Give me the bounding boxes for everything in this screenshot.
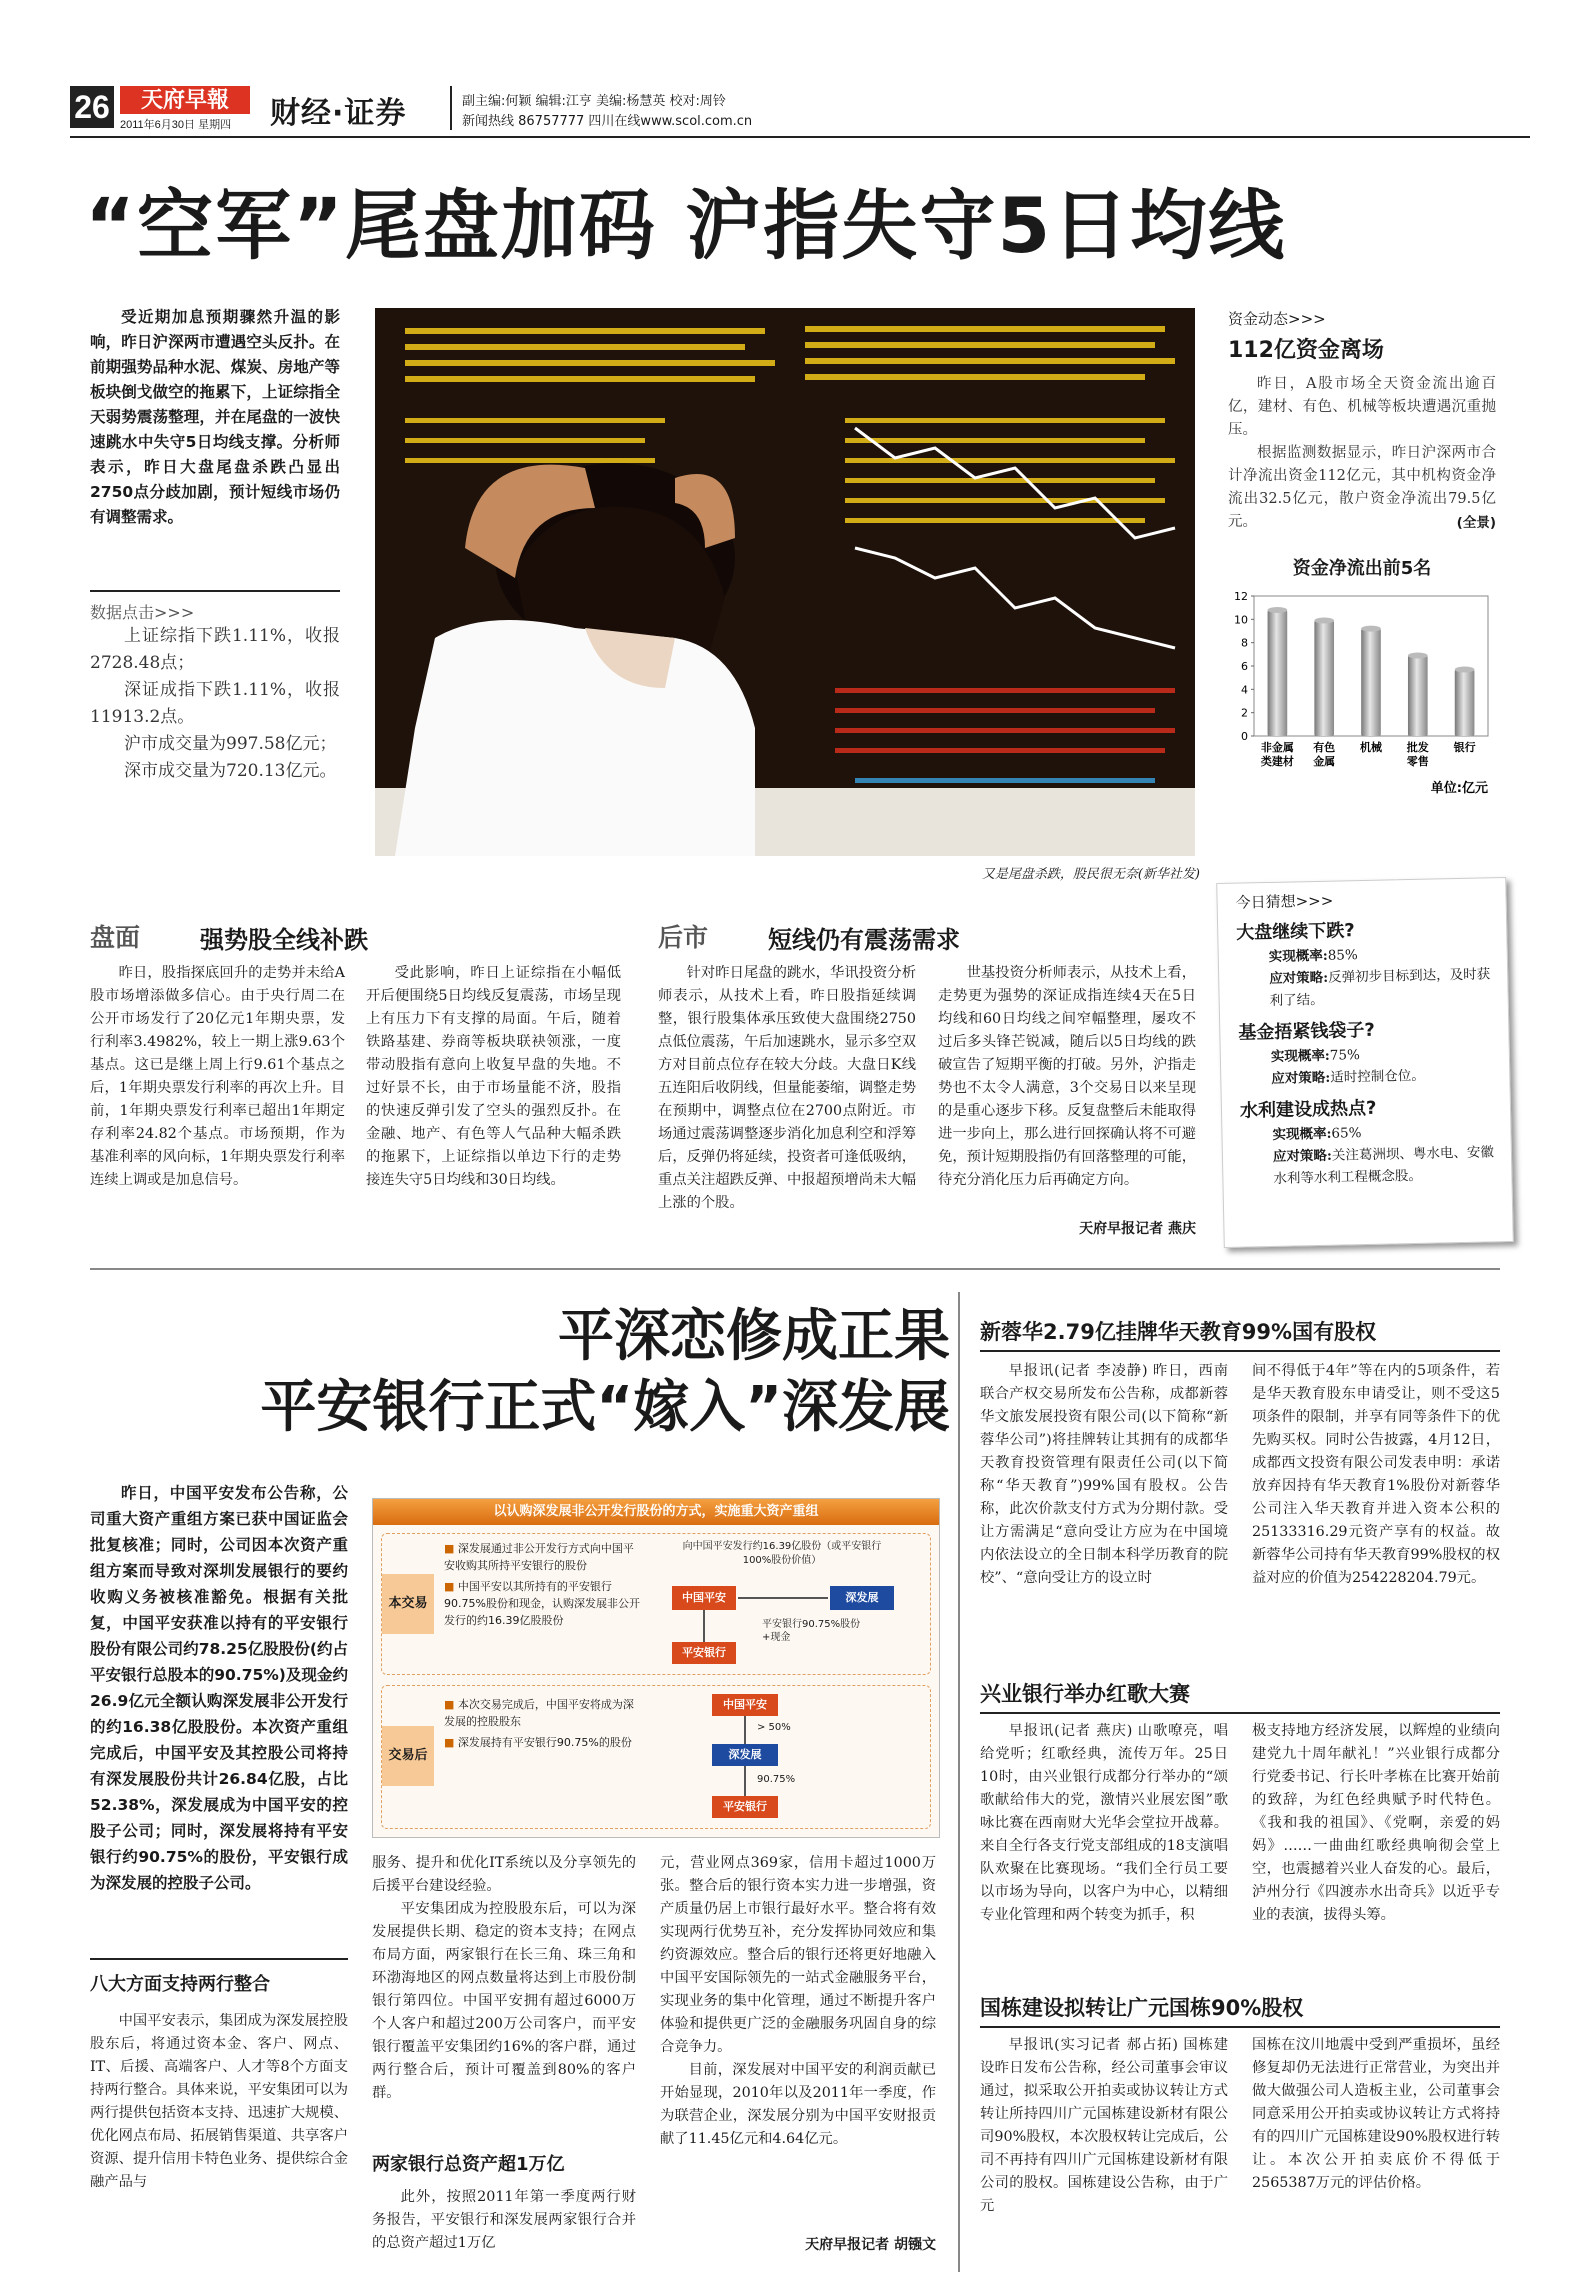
pan-title: 强势股全线补跌 xyxy=(200,926,368,954)
prob-value: 85% xyxy=(1327,947,1358,964)
paper-logo: 天府早報 xyxy=(120,86,250,114)
page-number: 26 xyxy=(70,86,114,128)
fund-paragraph: 昨日，A股市场全天资金流出逾百亿，建材、有色、机械等板块遭遇沉重抛压。 xyxy=(1228,376,1496,438)
pingan-byline: 天府早报记者 胡镪文 xyxy=(805,2237,936,2253)
hou-header xyxy=(658,918,1198,956)
unit-label: 单位:亿元 xyxy=(1430,781,1488,796)
data-box-item: 深证成指下跌1.11%，收报11913.2点。 xyxy=(90,680,340,727)
node-pingan: 中国平安 xyxy=(672,1586,736,1610)
xingye-rule xyxy=(980,1712,1500,1714)
xinrong-paragraph: 早报讯(记者 李凌静) 昨日，西南联合产权交易所发布公告称，成都新蓉华文旅发展投资有限公司(以下简称“新蓉华公司”)将挂牌转让其拥有的成都华天教育投资管理有限责任公司(以下简称“华天教育”)99%国有股权。公告称，此次价款支付方式为分期付款。受让方需满足“意向受让方应为在中国境内依法设立的全日制本科学历教育的院校”、“意向受让方的设立时 xyxy=(980,1363,1228,1586)
strategy-label: 应对策略: xyxy=(1271,1069,1331,1087)
data-box-label: 数据点击>>> xyxy=(90,603,195,622)
column-divider xyxy=(958,1292,960,2272)
xinrong-title: 新蓉华2.79亿挂牌华天教育99%国有股权 xyxy=(980,1320,1377,1344)
pingan-subhead: 两家银行总资产超1万亿 xyxy=(372,2154,565,2175)
pingan-paragraph: 服务、提升和优化IT系统以及分享领先的后援平台建设经验。 xyxy=(372,1855,636,1894)
guomao-column xyxy=(1252,2034,1500,2195)
hou-paragraph: 针对昨日尾盘的跳水，华讯投资分析师表示，从技术上看，昨日股指延续调整，银行股集体承压致使大盘围绕2750点低位震荡，午后加速跳水，显示多空双方对目前点位存在较大分歧。大盘日K线五连阳后收阴线，但量能萎缩，调整走势在预期中，调整点位在2700点附近。市场通过震荡调整逐步消化加息利空和浮筹后，反弹仍将延续，投资者可逢低吸纳，重点关注超跌反弹、中报超预增尚未大幅上涨的个股。 xyxy=(658,965,916,1211)
pingan-column xyxy=(90,2010,348,2194)
pingan-subhead: 八大方面支持两行整合 xyxy=(90,1974,270,1995)
pan-tag: 盘面 xyxy=(90,923,141,952)
xingye-title: 兴业银行举办红歌大赛 xyxy=(980,1682,1190,1706)
x-tick-label: 金属 xyxy=(1313,755,1336,768)
data-box-item: 深市成交量为720.13亿元。 xyxy=(124,761,337,781)
diagram-bullet: ■ 本次交易完成后，中国平安将成为深发展的控股股东 xyxy=(444,1698,634,1728)
node-pingan: 中国平安 xyxy=(712,1694,778,1716)
hou-tag: 后市 xyxy=(658,923,709,952)
guess-box xyxy=(1216,877,1514,1248)
pingan-paragraph: 元，营业网点369家，信用卡超过1000万张。整合后的银行资本实力进一步增强，资产质量仍居上市银行最好水平。整合将有效实现两行优势互补，充分发挥协同效应和集约资源效应。整合后的银行还将更好地融入中国平安国际领先的一站式金融服务平台，实现业务的集中化管理，通过不断提升客户体验和提供更广泛的金融服务巩固自身的综合竞争力。 xyxy=(660,1855,936,2055)
pingan-rule xyxy=(90,1958,348,1960)
diagram-connector xyxy=(703,1610,705,1642)
photo-caption: 又是尾盘杀跌，股民很无奈(新华社发) xyxy=(981,867,1200,882)
diagram-arrow xyxy=(738,1597,828,1599)
prob-label: 实现概率: xyxy=(1272,1125,1332,1143)
credits-line-1: 副主编:何颖 编辑:江亨 美编:杨慧英 校对:周铃 xyxy=(462,94,726,109)
pan-column xyxy=(366,962,621,1192)
xingye-paragraph: 极支持地方经济发展，以辉煌的业绩向建党九十周年献礼！”兴业银行成都分行党委书记、行长叶孝栋在比赛开始前的致辞，为红色经典赋予时代特色。《我和我的祖国》、《党啊，亲爱的妈妈》……一曲曲红歌经典响彻会堂上空，也震撼着兴业人奋发的心。最后，泸州分行《四渡赤水出奇兵》以近乎专业的表演，拔得头筹。 xyxy=(1252,1723,1500,1923)
pingan-paragraph: 目前，深发展对中国平安的利润贡献已开始显现，2010年以及2011年一季度，作为联营企业，深发展分别为中国平安财报贡献了11.45亿元和4.64亿元。 xyxy=(660,2062,936,2147)
guomao-rule xyxy=(980,2026,1500,2028)
diagram-note: 向中国平安发行约16.39亿股份（或平安银行100%股份价值） xyxy=(682,1541,882,1566)
bar xyxy=(1455,670,1475,737)
section-divider xyxy=(90,1268,1500,1270)
bar-cap xyxy=(1455,667,1475,673)
data-box-item: 上证综指下跌1.11%，收报2728.48点； xyxy=(90,626,340,673)
guess-question: 水利建设成热点? xyxy=(1239,1097,1377,1122)
y-tick-label: 6 xyxy=(1241,660,1248,673)
y-tick-label: 0 xyxy=(1241,730,1248,743)
diagram-note: 平安银行90.75%股份 +现金 xyxy=(762,1619,861,1643)
guomao-column xyxy=(980,2034,1228,2218)
pingan-lead: 昨日，中国平安发布公告称，公司重大资产重组方案已获中国证监会批复核准；同时，公司因本次资产重组方案而导致对深圳发展银行的要约收购义务被核准豁免。根据有关批复，中国平安获准以持有的平安银行股份有限公司约78.25亿股股份(约占平安银行总股本的90.75%)及现金约26.9亿元全额认购深发展非公开发行的约16.38亿股股份。本次资产重组完成后，中国平安及其控股公司将持有深发展股份共计26.84亿股，占比52.38%，深发展成为中国平安的控股子公司；同时，深发展将持有平安银行约90.75%的股份，平安银行成为深发展的控股子公司。 xyxy=(90,1484,348,1892)
xingye-column xyxy=(980,1720,1228,1927)
restructure-diagram xyxy=(372,1498,940,1838)
guomao-paragraph: 早报讯(实习记者 郝占拓) 国栋建设昨日发布公告称，经公司董事会审议通过，拟采取公开拍卖或协议转让方式转让所持四川广元国栋建设新材有限公司90%股权，本次股权转让完成后，公司不再持有四川广元国栋建设新材有限公司的股权。国栋建设公告称，由于广元 xyxy=(980,2037,1228,2214)
diagram-row-2 xyxy=(381,1685,931,1829)
strategy-value: 反弹初步目标到达，及时获利了结。 xyxy=(1269,966,1491,1009)
diagram-bullet: ■ 中国平安以其所持有的平安银行90.75%股份和现金，认购深发展非公开发行的约16.39亿股股份 xyxy=(444,1580,640,1627)
strategy-value: 适时控制仓位。 xyxy=(1330,1067,1425,1086)
diagram-row-1 xyxy=(381,1533,931,1675)
masthead-rule xyxy=(70,136,1530,138)
row-label: 本交易 xyxy=(382,1574,434,1634)
fund-title: 112亿资金离场 xyxy=(1228,338,1384,363)
node-pab: 平安银行 xyxy=(712,1796,778,1818)
pan-paragraph: 受此影响，昨日上证综指在小幅低开后便围绕5日均线反复震荡，市场呈现上有压力下有支撑的局面。午后，随着铁路基建、券商等板块联袂领涨，一度带动股指有意向上收复早盘的失地。不过好景不长，由于市场量能不济，股指的快速反弹引发了空头的强烈反扑。在金融、地产、有色等人气品种大幅杀跌的拖累下，上证综指以单边下行的走势接连失守5日均线和30日均线。 xyxy=(366,965,621,1188)
x-tick-label: 有色 xyxy=(1313,741,1336,754)
diagram-title: 以认购深发展非公开发行股份的方式，实施重大资产重组 xyxy=(373,1499,939,1525)
pingan-paragraph: 此外，按照2011年第一季度两行财务报告，平安银行和深发展两家银行合并的总资产超过1万亿 xyxy=(372,2189,636,2251)
xinrong-rule xyxy=(980,1350,1500,1352)
guess-label: 今日猜想>>> xyxy=(1235,891,1334,912)
hou-column xyxy=(938,962,1196,1192)
section-title: 财经·证券 xyxy=(270,96,407,131)
strategy-label: 应对策略: xyxy=(1272,1147,1333,1165)
bar-cap xyxy=(1408,653,1428,659)
y-tick-label: 10 xyxy=(1234,613,1248,627)
fund-label: 资金动态>>> xyxy=(1228,310,1326,328)
bar-cap xyxy=(1361,626,1381,632)
xinrong-column xyxy=(980,1360,1228,1590)
masthead-divider xyxy=(450,86,452,130)
pingan-column xyxy=(372,1852,636,2105)
diagram-connector xyxy=(744,1716,746,1744)
guomao-title: 国栋建设拟转让广元国栋90%股权 xyxy=(980,1996,1304,2020)
diagram-bullet: ■ 深发展通过非公开发行方式向中国平安收购其所持平安银行的股份 xyxy=(444,1542,634,1572)
data-box-rule xyxy=(90,590,340,592)
pingan-headline-1: 平深恋修成正果 xyxy=(558,1304,950,1369)
prob-label: 实现概率: xyxy=(1268,947,1328,965)
chart-canvas xyxy=(1228,586,1496,816)
lead-paragraph: 受近期加息预期骤然升温的影响，昨日沪深两市遭遇空头反扑。在前期强势品种水泥、煤炭、房地产等板块倒戈做空的拖累下，上证综指全天弱势震荡整理，并在尾盘的一波快速跳水中失守5日均线支撑。分析师表示，昨日大盘尾盘杀跌凸显出2750点分歧加剧，预计短线市场仍有调整需求。 xyxy=(90,308,340,526)
prob-value: 75% xyxy=(1329,1047,1361,1064)
bar xyxy=(1268,610,1288,736)
pingan-headline-2: 平安银行正式“嫁入”深发展 xyxy=(260,1375,950,1440)
diagram-bullet: ■ 深发展持有平安银行90.75%的股份 xyxy=(444,1736,632,1749)
main-headline: “空军”尾盘加码 沪指失守5日均线 xyxy=(85,181,1287,270)
node-sdb: 深发展 xyxy=(830,1586,894,1610)
pingan-column xyxy=(660,1852,936,2151)
news-photo xyxy=(375,308,1195,856)
fund-paragraph: 根据监测数据显示，昨日沪深两市合计净流出资金112亿元，其中机构资金净流出32.5亿元，散户资金净流出79.5亿元。 xyxy=(1228,445,1496,530)
y-tick-label: 2 xyxy=(1241,706,1248,720)
xingye-column xyxy=(1252,1720,1500,1927)
pan-header xyxy=(90,918,630,956)
node-pab: 平安银行 xyxy=(672,1642,736,1664)
hou-title: 短线仍有震荡需求 xyxy=(768,926,960,954)
pingan-column xyxy=(372,2186,636,2255)
x-tick-label: 批发 xyxy=(1406,741,1429,754)
fund-chart xyxy=(1228,556,1496,812)
guomao-paragraph: 国栋在汶川地震中受到严重损坏，虽经修复却仍无法进行正常营业，为突出并做大做强公司人造板主业，公司董事会同意采用公开拍卖或协议转让方式将持有的四川广元国栋建设90%股权进行转让。本次公开拍卖底价不得低于2565387万元的评估价格。 xyxy=(1252,2037,1500,2191)
credits-line-2: 新闻热线 86757777 四川在线www.scol.com.cn xyxy=(462,114,753,129)
hou-byline: 天府早报记者 燕庆 xyxy=(1079,1221,1196,1237)
bar-cap xyxy=(1268,607,1288,613)
guess-item xyxy=(1236,915,1496,1012)
x-tick-label: 机械 xyxy=(1360,741,1382,754)
diagram-connector xyxy=(744,1766,746,1796)
prob-value: 65% xyxy=(1331,1125,1362,1142)
bar xyxy=(1314,621,1334,737)
x-tick-label: 银行 xyxy=(1453,741,1476,754)
xinrong-column xyxy=(1252,1360,1500,1590)
row-label: 交易后 xyxy=(382,1726,434,1786)
masthead xyxy=(70,86,1530,132)
fund-section xyxy=(1228,308,1496,531)
x-tick-label: 零售 xyxy=(1406,755,1429,768)
prob-label: 实现概率: xyxy=(1270,1047,1331,1065)
bar xyxy=(1361,629,1381,736)
data-box-item: 沪市成交量为997.58亿元； xyxy=(124,734,337,754)
strategy-label: 应对策略: xyxy=(1269,969,1329,987)
guess-question: 基金捂紧钱袋子? xyxy=(1238,1019,1376,1044)
pan-paragraph: 昨日，股指探底回升的走势并未给A股市场增添做多信心。由于央行周二在公开市场发行了20亿元1年期央票，发行利率3.4982%，较上一期上涨9.63个基点。这已是继上周上行9.61个基点之后，1年期央票发行利率的再次上升。目前，1年期央票发行利率已超出1年期定存利率24.82个基点。市场预期，作为基准利率的风向标，1年期央票发行利率连续上调或是加息信号。 xyxy=(90,965,345,1188)
chart-title: 资金净流出前5名 xyxy=(1292,558,1432,579)
bar xyxy=(1408,656,1428,737)
strategy-value: 关注葛洲坝、粤水电、安徽水利等水利工程概念股。 xyxy=(1273,1144,1495,1187)
pingan-paragraph: 中国平安表示，集团成为深发展控股股东后，将通过资本金、客户、网点、IT、后援、高端客户、人才等8个方面支持两行整合。具体来说，平安集团可以为两行提供包括资本支持、迅速扩大规模、优化网点布局、拓展销售渠道、共享客户资源、提升信用卡特色业务、提供综合金融产品与 xyxy=(90,2013,348,2190)
x-tick-label: 非金属 xyxy=(1260,741,1294,754)
issue-date: 2011年6月30日 星期四 xyxy=(120,119,232,131)
guess-item xyxy=(1240,1093,1500,1190)
hou-paragraph: 世基投资分析师表示，从技术上看，走势更为强势的深证成指连续4天在5日均线和60日均线之间窄幅整理，屡攻不过后多头锋芒锐减，随后以5日均线的跌破宣告了短期平衡的打破。另外，沪指走势也不太令人满意，3个交易日以来呈现的是重心逐步下移。反复盘整后未能取得进一步向上，那么进行回探确认将不可避免，预计短期股指仍有回落整理的可能，待充分消化压力后再确定方向。 xyxy=(938,965,1196,1188)
bar-cap xyxy=(1314,618,1334,624)
y-tick-label: 8 xyxy=(1241,636,1248,650)
hou-column xyxy=(658,962,916,1215)
xinrong-paragraph: 间不得低于4年”等在内的5项条件，若是华天教育股东申请受让，则不受这5项条件的限制，并享有同等条件下的优先购买权。同时公告披露，4月12日，成都西文投资有限公司发表申明：承诺放弃因持有华天教育1%股份对新蓉华公司注入华天教育并进入资本公积的25133316.29元资产享有的权益。故新蓉华公司持有华天教育99%股权的权益对应的价值为254228204.79元。 xyxy=(1252,1363,1500,1586)
node-sdb: 深发展 xyxy=(712,1744,778,1766)
ownership-pct: > 50% xyxy=(757,1722,791,1733)
fund-source: (全景) xyxy=(1456,515,1496,531)
x-tick-label: 类建材 xyxy=(1260,755,1294,768)
data-box xyxy=(90,600,340,785)
guess-item xyxy=(1238,1015,1497,1090)
ownership-pct: 90.75% xyxy=(757,1774,796,1785)
xingye-paragraph: 早报讯(记者 燕庆) 山歌嘹亮，唱给党听；红歌经典，流传万年。25日10时，由兴业银行成都分行举办的“颂歌献给伟大的党，激情兴业展宏图”歌咏比赛在西南财大光华会堂拉开战幕。来自全行各支行党支部组成的18支演唱队欢聚在比赛现场。“我们全行员工要以市场为导向，以客户为中心，以精细专业化管理和两个转变为抓手，积 xyxy=(980,1723,1228,1923)
pan-column xyxy=(90,962,345,1192)
pingan-paragraph: 平安集团成为控股股东后，可以为深发展提供长期、稳定的资本支持；在网点布局方面，两家银行在长三角、珠三角和环渤海地区的网点数量将达到上市股份制银行第四位。中国平安拥有超过6000万个人客户和超过200万公司客户，而平安银行覆盖平安集团约16%的客户群，通过两行整合后，预计可覆盖到80%的客户群。 xyxy=(372,1901,636,2101)
y-tick-label: 4 xyxy=(1241,683,1248,697)
guess-question: 大盘继续下跌? xyxy=(1236,920,1355,944)
y-tick-label: 12 xyxy=(1234,590,1248,603)
